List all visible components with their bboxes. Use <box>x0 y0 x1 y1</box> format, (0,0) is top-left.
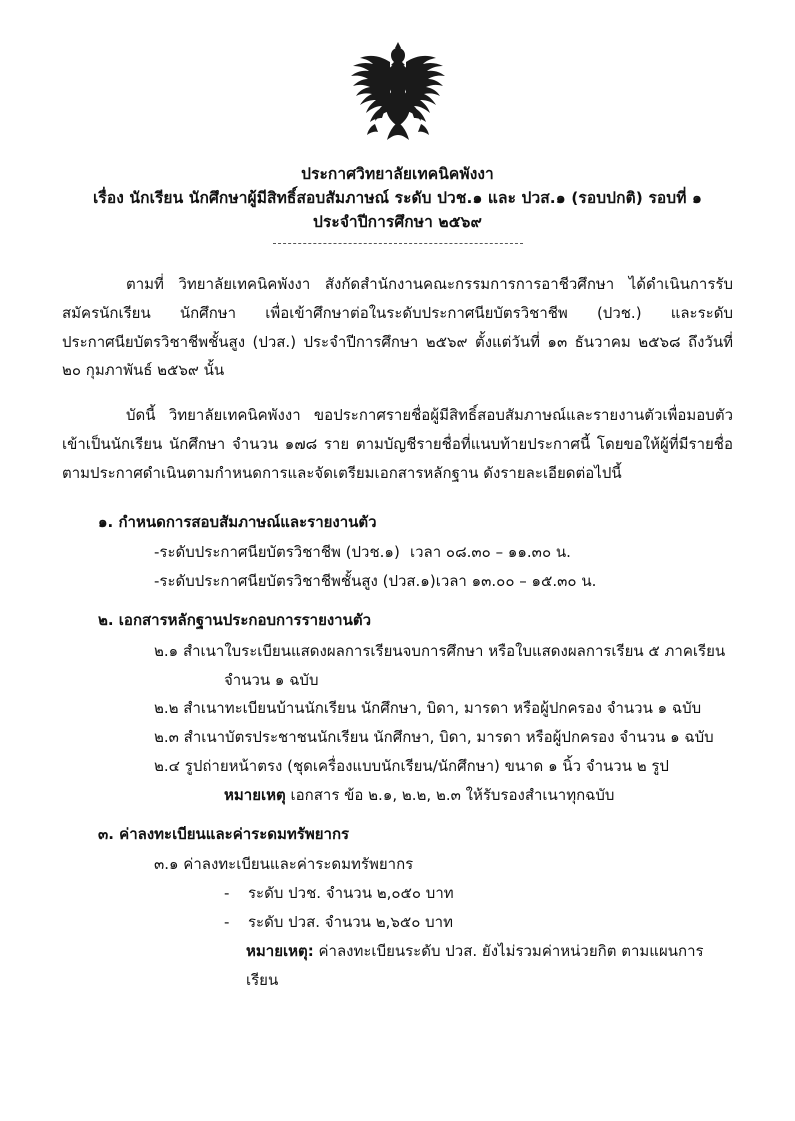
schedule-time-value: เวลา ๑๓.๐๐ – ๑๕.๓๐ น. <box>435 572 597 591</box>
list-item: ๒.๓ สำเนาบัตรประชาชนนักเรียน นักศึกษา, บิดา, มารดา หรือผู้ปกครอง จำนวน ๑ ฉบับ <box>154 728 714 747</box>
section-2-items <box>154 637 733 810</box>
section-fees <box>62 820 733 995</box>
document-header <box>62 162 733 244</box>
section-schedule <box>62 508 733 596</box>
garuda-emblem-icon <box>345 42 451 152</box>
section-3-note <box>246 937 733 995</box>
list-item: ๒.๔ รูปถ่ายหน้าตรง (ชุดเครื่องแบบนักเรียน/นักศึกษา) ขนาด ๑ นิ้ว จำนวน ๒ รูป <box>154 757 669 775</box>
section-2-title: ๒. เอกสารหลักฐานประกอบการรายงานตัว <box>98 611 372 630</box>
announcement-title: ประกาศวิทยาลัยเทคนิคพังงา <box>301 165 494 183</box>
announcement-subject: เรื่อง นักเรียน นักศึกษาผู้มีสิทธิ์สอบสัมภาษณ์ ระดับ ปวช.๑ และ ปวส.๑ (รอบปกติ) รอบที่ ๑ <box>93 189 702 208</box>
section-documents <box>62 606 733 810</box>
section-3-items <box>154 850 733 994</box>
section-2-note <box>224 781 733 810</box>
bullet-dash: - <box>224 912 230 931</box>
schedule-time-value: เวลา ๐๘.๓๐ – ๑๑.๓๐ น. <box>410 543 571 562</box>
document-body <box>62 270 733 994</box>
note-label: หมายเหตุ: <box>246 941 314 960</box>
bullet-dash: - <box>224 884 230 903</box>
note-label: หมายเหตุ <box>224 785 286 804</box>
schedule-level-label: -ระดับประกาศนียบัตรวิชาชีพชั้นสูง (ปวส.๑) <box>154 572 436 591</box>
announcement-academic-year: ประจำปีการศึกษา ๒๕๖๙ <box>313 213 482 232</box>
paragraph-1: ตามที่ วิทยาลัยเทคนิคพังงา สังกัดสำนักงานคณะกรรมการการอาชีวศึกษา ได้ดำเนินการรับสมัครนักเรียน นักศึกษา เพื่อเข้าศึกษาต่อในระดับประกาศนียบัตรวิชาชีพ (ปวช.) และระดับประกาศนียบัตรวิชาชีพชั้นสูง (ปวส.) ประจำปีการศึกษา ๒๕๖๙ ตั้งแต่วันที่ ๑๓ ธันวาคม ๒๕๖๘ ถึงวันที่ ๒๐ กุมภาพันธ์ ๒๕๖๙ นั้น <box>62 275 733 380</box>
emblem-container <box>62 42 733 152</box>
note-text: เอกสาร ข้อ ๒.๑, ๒.๒, ๒.๓ ให้รับรองสำเนาทุกฉบับ <box>285 785 615 804</box>
list-item: ๒.๑ สำเนาใบระเบียนแสดงผลการเรียนจบการศึกษา หรือใบแสดงผลการเรียน ๕ ภาคเรียน <box>154 641 726 660</box>
schedule-row <box>154 538 733 567</box>
list-item: จำนวน ๑ ฉบับ <box>224 670 319 689</box>
schedule-row <box>154 567 733 596</box>
list-item: ๒.๒ สำเนาทะเบียนบ้านนักเรียน นักศึกษา, บิดา, มารดา หรือผู้ปกครอง จำนวน ๑ ฉบับ <box>154 699 702 718</box>
fee-bullet <box>224 908 733 937</box>
fee-bullet <box>224 879 733 908</box>
section-1-rows <box>154 538 733 596</box>
section-3-title: ๓. ค่าลงทะเบียนและค่าระดมทรัพยากร <box>98 824 350 843</box>
note-text: ค่าลงทะเบียนระดับ ปวส. ยังไม่รวมค่าหน่วยกิต ตามแผนการเรียน <box>246 941 704 989</box>
schedule-level-label: -ระดับประกาศนียบัตรวิชาชีพ (ปวช.๑) <box>154 543 400 562</box>
list-item: ๓.๑ ค่าลงทะเบียนและค่าระดมทรัพยากร <box>154 855 414 874</box>
header-divider <box>273 243 523 244</box>
fee-text: ระดับ ปวช. จำนวน ๒,๐๕๐ บาท <box>248 884 454 903</box>
paragraph-2: บัดนี้ วิทยาลัยเทคนิคพังงา ขอประกาศรายชื่อผู้มีสิทธิ์สอบสัมภาษณ์และรายงานตัวเพื่อมอบตัวเข้าเป็นนักเรียน นักศึกษา จำนวน ๑๗๘ ราย ตามบัญชีรายชื่อที่แนบท้ายประกาศนี้ โดยขอให้ผู้ที่มีรายชื่อตามประกาศดำเนินตามกำหนดการและจัดเตรียมเอกสารหลักฐาน ดังรายละเอียดต่อไปนี้ <box>62 406 733 482</box>
section-1-title: ๑. กำหนดการสอบสัมภาษณ์และรายงานตัว <box>98 512 377 531</box>
fee-text: ระดับ ปวส. จำนวน ๒,๖๕๐ บาท <box>248 912 453 931</box>
